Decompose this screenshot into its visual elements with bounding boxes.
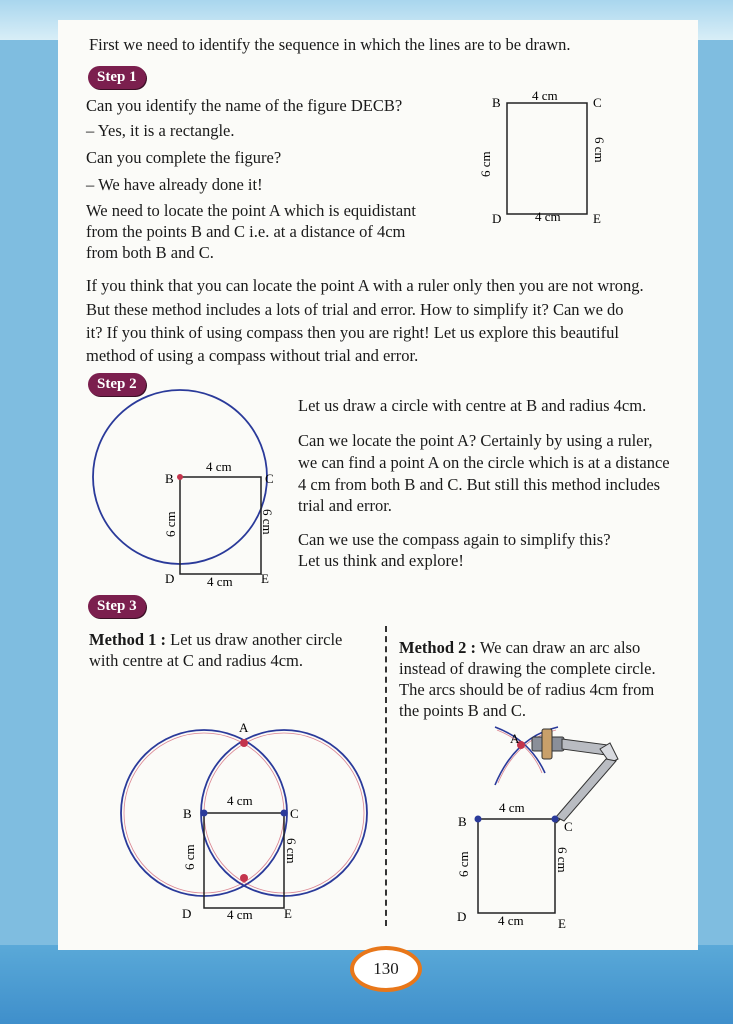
- step1-line: – Yes, it is a rectangle.: [86, 121, 235, 140]
- step2-badge: Step 2: [88, 373, 146, 396]
- method2-line: [399, 637, 640, 658]
- step1-line: from both B and C.: [86, 243, 214, 262]
- compass-icon: [532, 729, 618, 823]
- rectangle-decb: [478, 819, 555, 913]
- method1-label: Method 1 :: [89, 630, 166, 649]
- point-b: [201, 810, 208, 817]
- label-d: D: [182, 906, 192, 921]
- label-d: D: [492, 211, 502, 226]
- step2-text: we can find a point A on the circle which is at a distance: [298, 453, 670, 472]
- label-bottom-length: 4 cm: [535, 209, 561, 224]
- method2-text: We can draw an arc also: [476, 638, 641, 657]
- label-bottom-length: 4 cm: [207, 574, 233, 589]
- label-e: E: [593, 211, 601, 226]
- label-top-length: 4 cm: [206, 459, 232, 474]
- rectangle-decb: [180, 477, 261, 574]
- paragraph-line: it? If you think of using compass then you are right! Let us explore this beautiful: [86, 323, 619, 342]
- step2-text: 4 cm from both B and C. But still this method includes: [298, 475, 661, 494]
- label-b: B: [492, 95, 501, 110]
- intro-text: First we need to identify the sequence in which the lines are to be drawn.: [89, 35, 571, 54]
- step1-line: Can you identify the name of the figure DECB?: [86, 96, 403, 115]
- label-top-length: 4 cm: [532, 88, 558, 103]
- rectangle-decb: [507, 103, 587, 214]
- point-c: [552, 816, 559, 823]
- label-right-length: 6 cm: [592, 137, 607, 163]
- label-left-length: 6 cm: [182, 844, 197, 870]
- label-top-length: 4 cm: [499, 800, 525, 815]
- label-right-length: 6 cm: [284, 838, 299, 864]
- step3-badge: Step 3: [88, 595, 146, 618]
- step1-line: We need to locate the point A which is equidistant: [86, 201, 416, 220]
- point-intersection: [240, 874, 248, 882]
- step1-line: Can you complete the figure?: [86, 148, 282, 167]
- label-c: C: [265, 471, 274, 486]
- label-b: B: [183, 806, 192, 821]
- label-left-length: 6 cm: [478, 151, 493, 177]
- label-bottom-length: 4 cm: [227, 907, 253, 922]
- method2-line: The arcs should be of radius 4cm from: [399, 680, 655, 699]
- step2-text: Can we locate the point A? Certainly by using a ruler,: [298, 431, 653, 450]
- label-b: B: [458, 814, 467, 829]
- method2-line: the points B and C.: [399, 701, 526, 720]
- label-bottom-length: 4 cm: [498, 913, 524, 928]
- method-divider: [385, 626, 387, 926]
- step1-line: from the points B and C i.e. at a distance of 4cm: [86, 222, 406, 241]
- method1-line: [89, 629, 342, 650]
- label-left-length: 6 cm: [163, 511, 178, 537]
- label-c: C: [564, 819, 573, 834]
- label-c: C: [593, 95, 602, 110]
- paragraph-line: method of using a compass without trial and error.: [86, 346, 419, 365]
- point-b: [475, 816, 482, 823]
- label-e: E: [558, 916, 566, 931]
- method1-two-circles-figure: [110, 718, 370, 928]
- label-right-length: 6 cm: [260, 509, 275, 535]
- method2-arcs-figure: [440, 715, 705, 935]
- paragraph-line: If you think that you can locate the point A with a ruler only then you are not wrong.: [86, 276, 644, 295]
- step1-line: – We have already done it!: [86, 175, 263, 194]
- method2-line: instead of drawing the complete circle.: [399, 659, 656, 678]
- page-number: 130: [350, 946, 422, 992]
- label-d: D: [165, 571, 175, 586]
- point-a: [240, 739, 248, 747]
- step2-text: trial and error.: [298, 496, 392, 515]
- step2-circle-figure: [85, 385, 285, 595]
- step1-rectangle-figure: [480, 85, 630, 230]
- method2-label: Method 2 :: [399, 638, 476, 657]
- method1-line: with centre at C and radius 4cm.: [89, 651, 303, 670]
- step2-text: Can we use the compass again to simplify this?: [298, 530, 611, 549]
- label-e: E: [284, 906, 292, 921]
- label-e: E: [261, 571, 269, 586]
- label-a: A: [510, 731, 520, 746]
- label-b: B: [165, 471, 174, 486]
- label-top-length: 4 cm: [227, 793, 253, 808]
- label-c: C: [290, 806, 299, 821]
- point-b: [177, 474, 183, 480]
- label-left-length: 6 cm: [456, 851, 471, 877]
- label-d: D: [457, 909, 467, 924]
- step1-badge: Step 1: [88, 66, 146, 89]
- step2-text: Let us draw a circle with centre at B and radius 4cm.: [298, 396, 647, 415]
- point-c: [281, 810, 288, 817]
- method1-text: Let us draw another circle: [166, 630, 343, 649]
- label-right-length: 6 cm: [555, 847, 570, 873]
- paragraph-line: But these method includes a lots of trial and error. How to simplify it? Can we do: [86, 300, 624, 319]
- step2-text: Let us think and explore!: [298, 551, 464, 570]
- label-a: A: [239, 720, 249, 735]
